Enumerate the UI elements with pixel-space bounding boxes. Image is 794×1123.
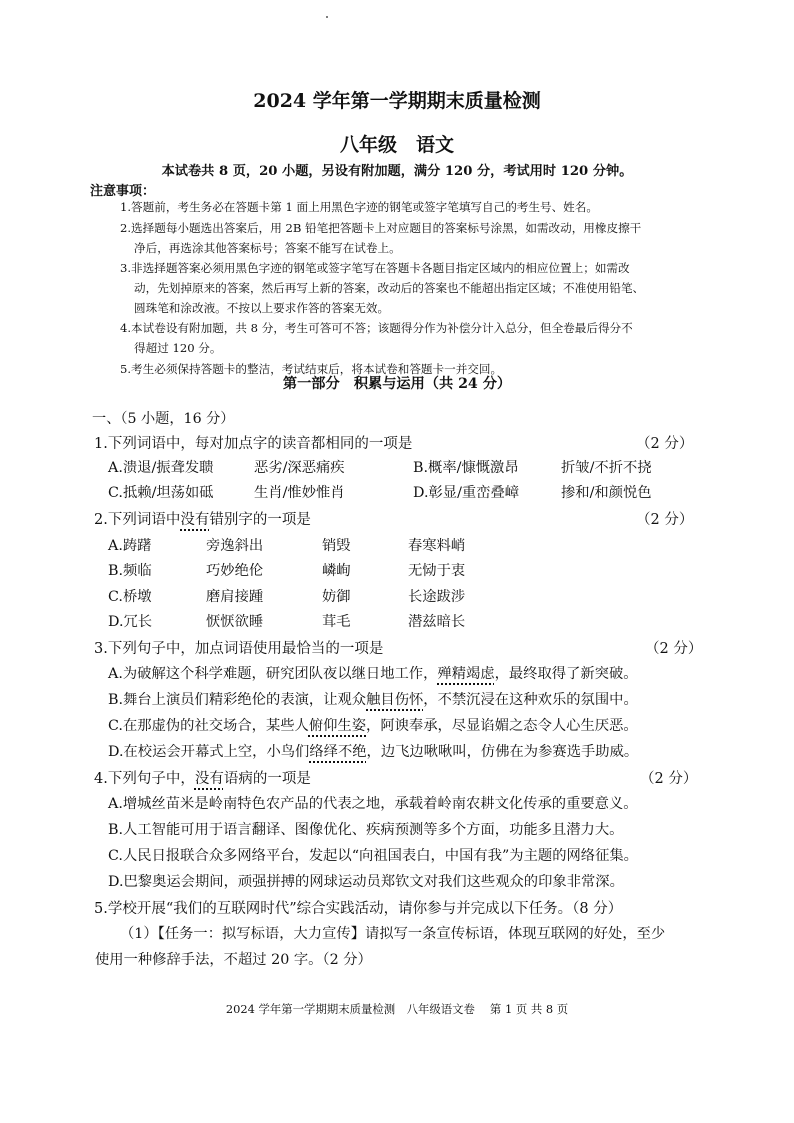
q1-option: 折皱/不折不挠 [561, 460, 652, 476]
notice-line: 5.考生必须保持答题卡的整洁，考试结束后，将本试卷和答题卡一并交回。 [120, 362, 503, 376]
q3-option-text: A.为破解这个科学难题，研究团队夜以继日地工作， [108, 666, 438, 682]
q5-stem: 5.学校开展“我们的互联网时代”综合实践活动，请你参与并完成以下任务。（8 分） [94, 901, 623, 917]
notice-line: 得超过 120 分。 [134, 341, 222, 355]
part-title: 第一部分 积累与运用（共 24 分） [282, 376, 512, 392]
q2-word: 春寒料峭 [408, 538, 466, 554]
q3-stem: 3.下列句子中，加点词语使用最恰当的一项是 [94, 641, 384, 657]
exam-subtitle: 八年级 语文 [339, 134, 454, 156]
q2-word: 长途跋涉 [408, 589, 466, 605]
q1-option: 恶劣/深恶痛疾 [254, 460, 345, 476]
q2-word: 销毁 [322, 538, 351, 554]
notice-line: 动，先划掉原来的答案，然后再写上新的答案，改动后的答案也不能超出指定区域；不准使用铅笔、 [134, 281, 645, 295]
q3-option-text: ，不禁沉浸在这种欢乐的氛围中。 [423, 692, 638, 708]
q3-option [108, 715, 638, 735]
notice-line: 净后，再选涂其他答案标号；答案不能写在试卷上。 [134, 241, 401, 255]
q1-option: D.彰显/重峦叠嶂 [413, 485, 520, 501]
q2-score: （2 分） [636, 512, 694, 528]
q2-stem-emphasis: 没有 [180, 512, 210, 528]
q2-word: A.踌躇 [108, 538, 152, 554]
q2-word: 旁逸斜出 [206, 538, 264, 554]
q2-word: 妨御 [322, 589, 351, 605]
q4-stem-emphasis: 没有 [194, 771, 224, 787]
notice-line: 4.本试卷设有附加题，共 8 分，考生可答可不答；该题得分作为补偿分计入总分，但全卷最后得分不 [120, 321, 633, 335]
q3-option-emphasis: 触目伤怀 [366, 692, 424, 708]
q2-stem [94, 508, 311, 529]
q4-stem-text: 语病的一项是 [223, 771, 311, 787]
q1-stem: 1.下列词语中，每对加点字的读音都相同的一项是 [94, 436, 413, 452]
q3-option-text: D.在校运会开幕式上空，小鸟们 [108, 744, 310, 760]
notice-line: 2.选择题每小题选出答案后，用 2B 铅笔把答题卡上对应题目的答案标号涂黑，如需改动，用橡皮擦干 [120, 221, 642, 235]
q3-option-emphasis: 殚精竭虑 [437, 666, 495, 682]
q4-stem-text: 4.下列句子中， [94, 771, 195, 787]
q3-option-emphasis: 俯仰生姿 [308, 718, 367, 734]
q2-word: 磨肩接踵 [206, 589, 264, 605]
q3-score: （2 分） [645, 641, 703, 657]
q2-word: 潜兹暗长 [408, 614, 466, 630]
notice-line: 1.答题前，考生务必在答题卡第 1 面上用黑色字迹的钢笔或签字笔填写自己的考生号、姓名。 [120, 200, 598, 214]
exam-title: 2024 学年第一学期期末质量检测 [253, 90, 541, 112]
q3-option-text: ，边飞边啾啾叫，仿佛在为参赛选手助威。 [366, 744, 639, 760]
q5-task: （1）【任务一：拟写标语，大力宣传】请拟写一条宣传标语，体现互联网的好处，至少 [120, 926, 666, 942]
section-heading: 一、（5 小题，16 分） [92, 411, 235, 427]
exam-info: 本试卷共 8 页，20 小题，另设有附加题，满分 120 分，考试用时 120 分钟。 [161, 164, 633, 179]
q1-option: B.概率/慷慨激昂 [413, 460, 519, 476]
q1-option: A.溃退/振聋发聩 [108, 460, 214, 476]
scan-speck [326, 16, 328, 18]
q3-option-text: ，阿谀奉承，尽显谄媚之态令人心生厌恶。 [366, 718, 638, 734]
q4-option: B.人工智能可用于语言翻译、图像优化、疾病预测等多个方面，功能多且潜力大。 [108, 822, 624, 838]
q2-word: 无恸于衷 [408, 563, 466, 579]
q3-option-text: ，最终取得了新突破。 [494, 666, 638, 682]
q2-stem-text: 错别字的一项是 [209, 512, 311, 528]
q2-word: D.冗长 [108, 614, 153, 630]
q2-word: 茸毛 [322, 614, 351, 630]
q2-word: C.桥墩 [108, 589, 152, 605]
q2-word: 巧妙绝伦 [206, 563, 264, 579]
q4-option: D.巴黎奥运会期间，顽强拼搏的网球运动员郑钦文对我们这些观众的印象非常深。 [108, 874, 624, 890]
q2-word: 嶙峋 [322, 563, 351, 579]
q1-option: C.抵赖/坦荡如砥 [108, 485, 214, 501]
q3-option [108, 689, 638, 709]
q3-option [108, 741, 638, 761]
q1-score: （2 分） [636, 436, 694, 452]
q3-option-text: B.舞台上演员们精彩绝伦的表演，让观众 [108, 692, 367, 708]
q4-stem [94, 767, 311, 788]
q2-word: B.频临 [108, 563, 152, 579]
page-footer: 2024 学年第一学期期末质量检测 八年级语文卷 第 1 页 共 8 页 [225, 1002, 569, 1016]
q5-task: 使用一种修辞手法，不超过 20 字。（2 分） [95, 952, 372, 968]
q2-word: 恹恹欲睡 [206, 614, 264, 630]
q3-option-emphasis: 络绎不绝 [309, 744, 367, 760]
notice-line: 圆珠笔和涂改液。不按以上要求作答的答案无效。 [134, 301, 390, 315]
q4-option: C.人民日报联合众多网络平台，发起以“向祖国表白，中国有我”为主题的网络征集。 [108, 848, 638, 864]
q4-option: A.增城丝苗米是岭南特色农产品的代表之地，承载着岭南农耕文化传承的重要意义。 [108, 796, 638, 812]
q4-score: （2 分） [640, 771, 698, 787]
q1-option: 掺和/和颜悦色 [561, 485, 652, 501]
notice-heading: 注意事项： [90, 184, 156, 199]
q1-option: 生肖/惟妙惟肖 [254, 485, 345, 501]
q3-option [108, 663, 638, 683]
notice-line: 3.非选择题答案必须用黑色字迹的钢笔或签字笔写在答题卡各题目指定区域内的相应位置上；如需改 [120, 261, 630, 275]
q3-option-text: C.在那虚伪的社交场合，某些人 [108, 718, 309, 734]
q2-stem-text: 2.下列词语中 [94, 512, 181, 528]
